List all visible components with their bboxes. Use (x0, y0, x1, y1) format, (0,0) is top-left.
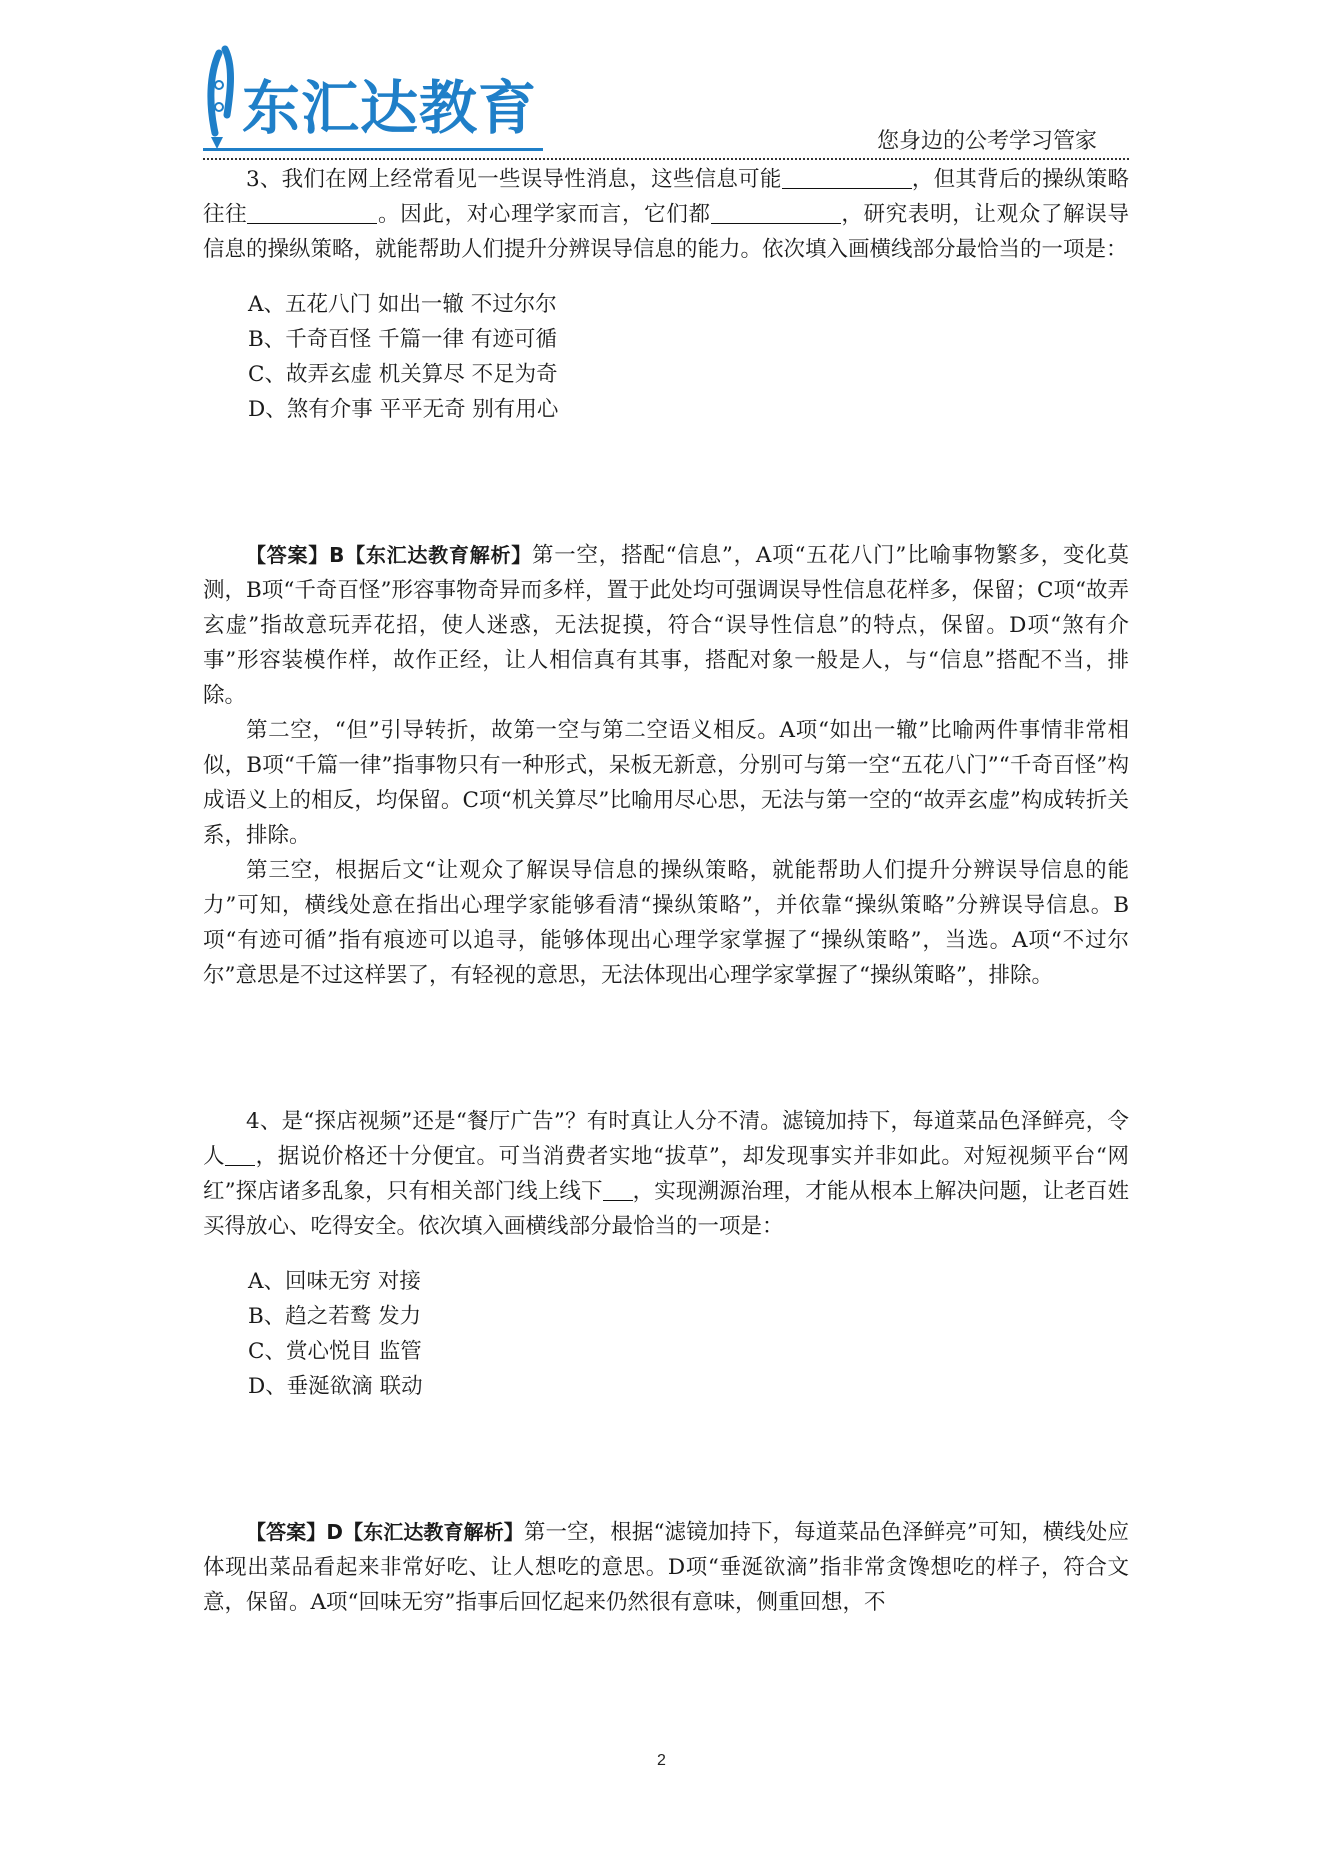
q3-option-a: A、五花八门 如出一辙 不过尔尔 (248, 292, 557, 317)
fill-blank (711, 197, 841, 224)
question-4-stem (203, 1104, 1129, 1244)
fill-blank (225, 1139, 255, 1166)
answer-3-para-3: 第三空，根据后文“让观众了解误导信息的操纵策略，就能帮助人们提升分辨误导信息的能力”可知，横线处意在指出心理学家能够看清“操纵策略”，并依靠“操纵策略”分辨误导信息。B项“有迹可循”指有痕迹可以追寻，能够体现出心理学家掌握了“操纵策略”，当选。A项“不过尔尔”意思是不过这样罢了，有轻视的意思，无法体现出心理学家掌握了“操纵策略”，排除。 (203, 858, 1129, 988)
q4-text-1: 4、是“探店视频”还是“餐厅广告”？有时真让人分不清。滤镜加持下，每道菜品色泽鲜亮，令人 (203, 1109, 1129, 1169)
answer-3-text-1: 第一空，搭配“信息”，A项“五花八门”比喻事物繁多，变化莫测，B项“千奇百怪”形容事物奇异而多样，置于此处均可强调误导性信息花样多，保留；C项“故弄玄虚”指故意玩弄花招，使人迷惑，无法捉摸，符合“误导性信息”的特点，保留。D项“煞有介事”形容装模作样，故作正经，让人相信真有其事，搭配对象一般是人，与“信息”搭配不当，排除。 (203, 543, 1129, 708)
q4-option-c: C、赏心悦目 监管 (248, 1339, 422, 1364)
brand-logo-text: 东汇达教育 (242, 74, 538, 142)
logo-underline (203, 148, 543, 151)
answer-3-para-1 (203, 538, 1129, 713)
answer-3-label: 【答案】B【东汇达教育解析】 (246, 543, 532, 567)
q3-option-c: C、故弄玄虚 机关算尽 不足为奇 (248, 362, 558, 387)
document-body (203, 162, 1129, 1620)
answer-4-para-1 (203, 1515, 1129, 1620)
q4-option-b: B、趋之若鹜 发力 (248, 1304, 422, 1329)
q3-option-d: D、煞有介事 平平无奇 别有用心 (248, 397, 559, 422)
q4-option-a: A、回味无穷 对接 (248, 1269, 421, 1294)
q3-text-1: 3、我们在网上经常看见一些误导性消息，这些信息可能 (246, 167, 782, 192)
fill-blank (247, 197, 377, 224)
header-tagline: 您身边的公考学习管家 (877, 129, 1098, 154)
question-3-stem (203, 162, 1129, 267)
answer-4-label: 【答案】D【东汇达教育解析】 (246, 1520, 524, 1544)
q3-text-3: 。因此，对心理学家而言，它们都 (377, 202, 711, 227)
header-divider (203, 158, 1129, 160)
page-number: 2 (657, 1752, 666, 1769)
q4-option-d: D、垂涎欲滴 联动 (248, 1374, 423, 1399)
answer-3-para-2: 第二空，“但”引导转折，故第一空与第二空语义相反。A项“如出一辙”比喻两件事情非常相似，B项“千篇一律”指事物只有一种形式，呆板无新意，分别可与第一空“五花八门”“千奇百怪”构成语义上的相反，均保留。C项“机关算尽”比喻用尽心思，无法与第一空的“故弄玄虚”构成转折关系，排除。 (203, 718, 1129, 848)
q4-text-2: ，据说价格还十分便宜。可当消费者实地“拔草”，却发现事实并非如此。对短视频平台“网红”探店诸多乱象，只有相关部门线上线下 (203, 1144, 1129, 1204)
q3-option-b: B、千奇百怪 千篇一律 有迹可循 (248, 327, 557, 352)
q4-text-3: ，实现溯源治理，才能从根本上解决问题，让老百姓买得放心、吃得安全。依次填入画横线部分最恰当的一项是： (203, 1179, 1129, 1239)
fill-blank (782, 162, 912, 189)
q3-text-4: ，研究表明，让观众了解误导信息的操纵策略，就能帮助人们提升分辨误导信息的能力。依次填入画横线部分最恰当的一项是： (203, 202, 1129, 262)
fill-blank (603, 1174, 633, 1201)
q3-text-2: ，但其背后的操纵策略往往 (203, 167, 1129, 227)
answer-4-text-1: 第一空，根据“滤镜加持下，每道菜品色泽鲜亮”可知，横线处应体现出菜品看起来非常好吃、让人想吃的意思。D项“垂涎欲滴”指非常贪馋想吃的样子，符合文意，保留。A项“回味无穷”指事后回忆起来仍然很有意味，侧重回想，不 (203, 1520, 1129, 1615)
